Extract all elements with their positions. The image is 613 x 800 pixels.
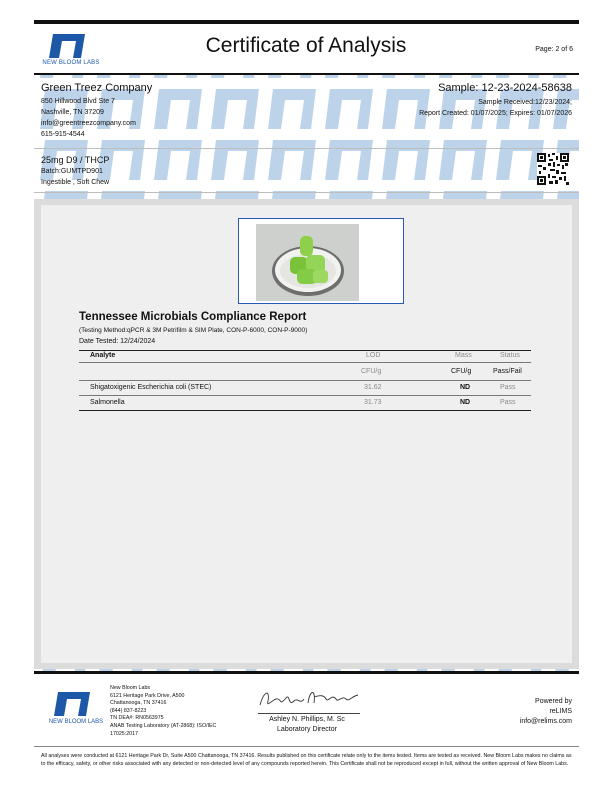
unit-mass: CFU/g (451, 368, 472, 375)
new-bloom-labs-logo-icon (45, 30, 91, 60)
column-header-analyte: Analyte (90, 352, 116, 359)
column-header-mass: Mass (455, 352, 472, 359)
sample-received: Sample Received:12/23/2024; (478, 99, 572, 106)
column-header-status: Status (500, 352, 520, 359)
product-type: Ingestible , Soft Chew (41, 179, 110, 186)
report-created: Report Created: 01/07/2025; Expires: 01/07/2026 (419, 110, 572, 117)
product-divider (34, 192, 579, 193)
gummy-photo-icon (256, 224, 359, 301)
footer-rule (34, 671, 579, 674)
disclaimer-rule (34, 746, 579, 747)
lab-line: 6121 Heritage Park Drive, A500 (110, 692, 185, 699)
powered-email: info@relims.com (519, 718, 572, 725)
report-title: Tennessee Microbials Compliance Report (79, 311, 307, 323)
table-top-rule (79, 350, 531, 351)
client-address-line1: 850 Hillwood Blvd Ste 7 (41, 98, 115, 105)
client-address-line2: Nashville, TN 37209 (41, 109, 104, 116)
signature-icon (254, 683, 364, 713)
report-method: (Testing Method:qPCR & 3M Petrifilm & SIM Plate, CON-P-6000, CON-P-9000) (79, 327, 308, 334)
table-bottom-rule (79, 410, 531, 411)
lab-line: 17025:2017 (110, 730, 138, 737)
row2-mass: ND (460, 399, 471, 406)
table-row-rule (79, 395, 531, 396)
powered-brand: reLIMS (549, 708, 572, 715)
column-header-lod: LOD (366, 352, 381, 359)
unit-status: Pass/Fail (493, 368, 522, 375)
top-rule (34, 20, 579, 24)
table-units-rule (79, 380, 531, 381)
disclaimer: All analyses were conducted at 6121 Heritage Park Dr, Suite A500 Chattanooga, TN 37416. Results published on this certificate relate only to the items tested. Items are tested as received. New Bloom Labs makes no claims as to the efficacy, safety, or other risks associated with any detected or non-detected level of any compounds reported herein. This Certificate shall not be reproduced except in full, without the written approval of New Bloom Labs. (41, 753, 572, 767)
report-date: Date Tested: 12/24/2024 (79, 338, 156, 345)
row1-lod: 31.62 (364, 384, 382, 391)
footer-logo-icon (50, 688, 96, 718)
client-email: info@greentreezcompany.com (41, 120, 136, 127)
row1-mass: ND (460, 384, 471, 391)
lab-line: ANAB Testing Laboratory (AT-2868): ISO/IEC (110, 722, 217, 729)
lab-line: (844) 837-8223 (110, 707, 147, 714)
client-divider (34, 148, 579, 149)
sample-id: Sample: 12-23-2024-58638 (438, 82, 572, 94)
product-batch: Batch:GUMTPD901 (41, 168, 103, 175)
document-title: Certificate of Analysis (205, 34, 407, 57)
row2-analyte: Salmonella (90, 399, 125, 406)
qr-code-icon (537, 153, 569, 185)
signer-role: Laboratory Director (277, 726, 337, 733)
powered-by: Powered by (535, 698, 572, 705)
lab-line: Chattanooga, TN 37416 (110, 700, 167, 707)
lab-line: New Bloom Labs (110, 685, 151, 691)
lab-address (110, 685, 216, 738)
row2-lod: 31.73 (364, 399, 382, 406)
product-name: 25mg D9 / THCP (41, 155, 110, 165)
client-name: Green Treez Company (41, 82, 153, 94)
row2-status: Pass (500, 399, 516, 406)
logo-text: NEW BLOOM LABS (42, 60, 100, 66)
client-phone: 615-915-4544 (41, 131, 85, 138)
product-photo (256, 224, 359, 301)
lab-line: TN DEA#: RN0563975 (110, 715, 164, 722)
signer-name: Ashley N. Phillips, M. Sc (269, 716, 345, 723)
row1-analyte: Shigatoxigenic Escherichia coli (STEC) (90, 384, 212, 391)
signature-rule (258, 713, 360, 714)
table-header-rule (79, 362, 531, 363)
unit-lod: CFU/g (361, 368, 382, 375)
footer-logo-text: NEW BLOOM LABS (48, 719, 104, 725)
page-number: Page: 2 of 6 (535, 46, 573, 53)
row1-status: Pass (500, 384, 516, 391)
